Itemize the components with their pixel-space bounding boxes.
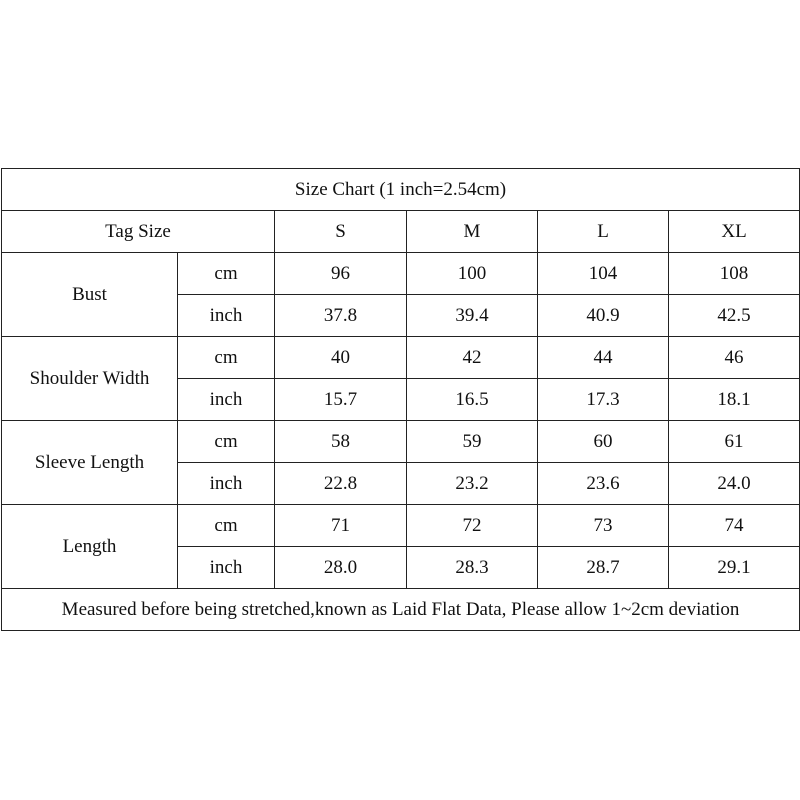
unit-cm: cm — [178, 421, 275, 463]
unit-cm: cm — [178, 337, 275, 379]
measure-label-sleeve-length: Sleeve Length — [2, 421, 178, 505]
chart-title: Size Chart (1 inch=2.54cm) — [2, 169, 800, 211]
table-cell: 60 — [538, 421, 669, 463]
table-cell: 42.5 — [669, 295, 800, 337]
table-cell: 59 — [407, 421, 538, 463]
table-cell: 42 — [407, 337, 538, 379]
table-cell: 22.8 — [275, 463, 407, 505]
footer-row — [2, 589, 800, 631]
unit-cm: cm — [178, 253, 275, 295]
measure-label-length: Length — [2, 505, 178, 589]
table-cell: 23.6 — [538, 463, 669, 505]
table-cell: 100 — [407, 253, 538, 295]
table-cell: 71 — [275, 505, 407, 547]
unit-inch: inch — [178, 379, 275, 421]
table-cell: 17.3 — [538, 379, 669, 421]
table-cell: 96 — [275, 253, 407, 295]
tag-size-header: Tag Size — [2, 211, 275, 253]
table-cell: 104 — [538, 253, 669, 295]
table-cell: 28.7 — [538, 547, 669, 589]
table-row — [2, 505, 800, 547]
size-header-xl: XL — [669, 211, 800, 253]
table-cell: 29.1 — [669, 547, 800, 589]
measure-label-shoulder-width: Shoulder Width — [2, 337, 178, 421]
footer-note: Measured before being stretched,known as Laid Flat Data, Please allow 1~2cm deviation — [2, 589, 800, 631]
unit-inch: inch — [178, 547, 275, 589]
table-cell: 37.8 — [275, 295, 407, 337]
table-cell: 28.3 — [407, 547, 538, 589]
table-cell: 61 — [669, 421, 800, 463]
table-cell: 72 — [407, 505, 538, 547]
table-cell: 58 — [275, 421, 407, 463]
table-cell: 15.7 — [275, 379, 407, 421]
table-cell: 73 — [538, 505, 669, 547]
table-row — [2, 253, 800, 295]
unit-inch: inch — [178, 463, 275, 505]
table-cell: 39.4 — [407, 295, 538, 337]
title-row — [2, 169, 800, 211]
table-cell: 108 — [669, 253, 800, 295]
unit-inch: inch — [178, 295, 275, 337]
table-cell: 24.0 — [669, 463, 800, 505]
table-cell: 74 — [669, 505, 800, 547]
table-cell: 44 — [538, 337, 669, 379]
table-cell: 40 — [275, 337, 407, 379]
table-cell: 28.0 — [275, 547, 407, 589]
unit-cm: cm — [178, 505, 275, 547]
header-row — [2, 211, 800, 253]
table-cell: 46 — [669, 337, 800, 379]
table-cell: 40.9 — [538, 295, 669, 337]
size-header-s: S — [275, 211, 407, 253]
measure-label-bust: Bust — [2, 253, 178, 337]
table-cell: 18.1 — [669, 379, 800, 421]
table-cell: 23.2 — [407, 463, 538, 505]
table-row — [2, 421, 800, 463]
size-header-m: M — [407, 211, 538, 253]
table-row — [2, 337, 800, 379]
table-cell: 16.5 — [407, 379, 538, 421]
size-chart-table — [1, 168, 800, 631]
size-header-l: L — [538, 211, 669, 253]
